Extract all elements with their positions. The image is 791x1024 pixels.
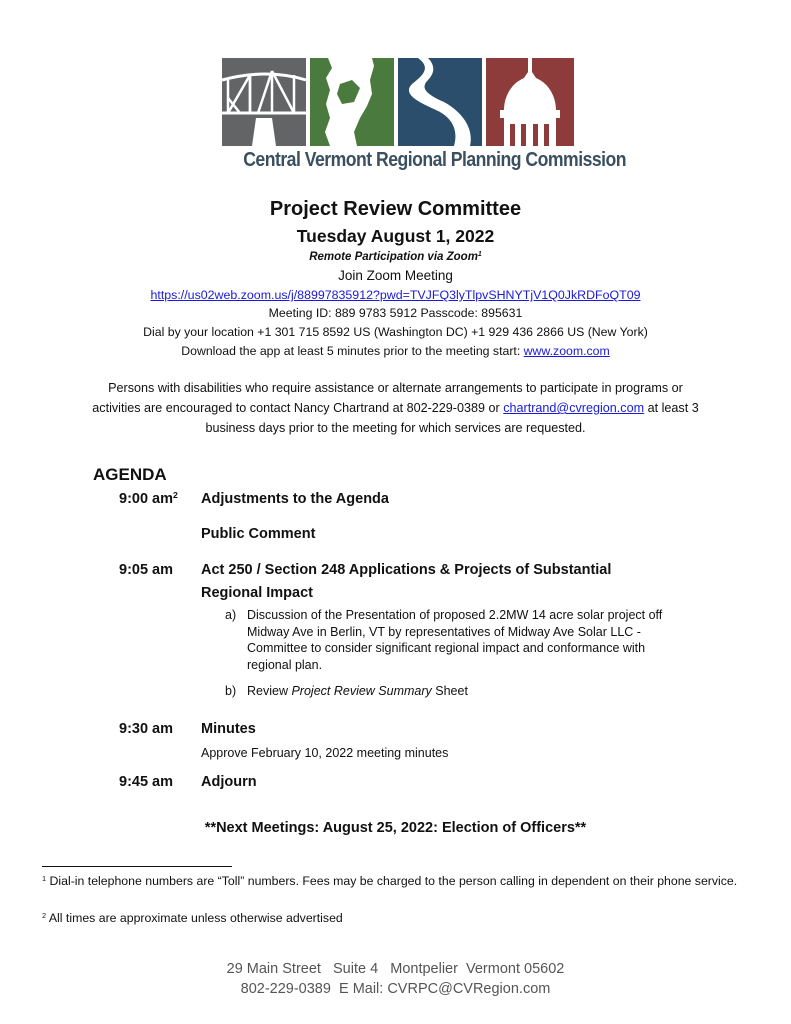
accessibility-notice: [0, 378, 791, 438]
agenda-time: 9:05 am: [119, 562, 174, 578]
cvrpc-logo: [222, 58, 574, 146]
accessibility-text: at least 3: [644, 401, 699, 415]
dial-in-line: Dial by your location +1 301 715 8592 US (Washington DC) +1 929 436 2866 US (New York): [143, 325, 648, 339]
agenda-item-title: Adjourn: [201, 774, 257, 790]
agenda-item-title: Act 250 / Section 248 Applications & Projects of Substantial: [201, 562, 612, 578]
remote-text: Remote Participation via Zoom: [309, 251, 478, 263]
agenda-heading: AGENDA: [93, 465, 167, 484]
footnote-text: All times are approximate unless otherwise advertised: [46, 911, 343, 925]
footnote-2: [42, 910, 742, 928]
subitem-letter: b): [225, 684, 237, 698]
footnote-1: [42, 873, 742, 891]
footer-address: 29 Main Street Suite 4 Montpelier Vermont 05602: [226, 961, 565, 977]
subitem-text: [247, 683, 677, 700]
subitem-text: Discussion of the Presentation of proposed 2.2MW 14 acre solar project off Midway Ave in Berlin, VT by representatives of Midway Ave Solar LLC - Committee to consider significant regional impact and conformance with regional plan.: [247, 608, 663, 672]
agenda-item-title-cont: Regional Impact: [201, 585, 313, 601]
download-text: Download the app at least 5 minutes prior to the meeting start:: [181, 344, 524, 358]
subitem-letter: a): [225, 608, 237, 622]
agenda-item-title: Public Comment: [201, 526, 316, 542]
subitem-text-part: Review: [247, 684, 292, 698]
meeting-id-line: Meeting ID: 889 9783 5912 Passcode: 895631: [268, 306, 523, 320]
river-icon: [398, 58, 482, 146]
meeting-date: Tuesday August 1, 2022: [296, 226, 495, 246]
agenda-item-title: Minutes: [201, 721, 256, 737]
footnote-divider: [42, 866, 232, 867]
remote-participation: [0, 251, 791, 263]
capitol-dome-icon: [486, 58, 574, 146]
footnote-ref[interactable]: 1: [477, 251, 482, 259]
vermont-map-icon: [310, 58, 394, 146]
time-text: 9:00 am: [119, 491, 174, 507]
accessibility-text: activities are encouraged to contact Nancy Chartrand at 802-229-0389 or: [92, 401, 504, 415]
next-meeting-notice: **Next Meetings: August 25, 2022: Election of Officers**: [204, 820, 587, 836]
accessibility-line-1: Persons with disabilities who require assistance or alternate arrangements to participate in programs or: [108, 381, 683, 395]
bridge-icon: [222, 58, 306, 146]
logo-tiles: [222, 58, 574, 146]
subitem-text-part: Sheet: [431, 684, 468, 698]
accessibility-line-2: [0, 398, 791, 418]
download-line: [0, 344, 791, 358]
zoom-link-row: [0, 288, 791, 302]
organization-name: Central Vermont Regional Planning Commission: [243, 148, 627, 171]
agenda-item-title: Adjustments to the Agenda: [201, 491, 389, 507]
footnote-marker: 1: [42, 873, 47, 883]
zoom-meeting-link[interactable]: https://us02web.zoom.us/j/88997835912?pwd=TVJFQ3lyTlpvSHNYTjV1Q0JkRDFoQT09: [150, 288, 641, 302]
footnote-text: Dial-in telephone numbers are “Toll” numbers. Fees may be charged to the person calling in dependent on their phone service.: [46, 874, 738, 888]
accessibility-line-3: business days prior to the meeting for which services are requested.: [205, 421, 586, 435]
join-zoom-label: Join Zoom Meeting: [338, 268, 453, 283]
footnote-ref[interactable]: 2: [173, 490, 178, 501]
footer-contact: 802-229-0389 E Mail: CVRPC@CVRegion.com: [240, 981, 551, 997]
zoom-download-link[interactable]: www.zoom.com: [523, 344, 610, 358]
contact-email-link[interactable]: chartrand@cvregion.com: [503, 401, 645, 415]
agenda-time: 9:30 am: [119, 721, 174, 737]
document-name: Project Review Summary: [291, 684, 432, 698]
page-title: Project Review Committee: [269, 198, 522, 220]
footnote-marker: 2: [42, 910, 47, 920]
agenda-time: [119, 491, 178, 507]
agenda-time: 9:45 am: [119, 774, 174, 790]
agenda-item-detail: Approve February 10, 2022 meeting minutes: [201, 746, 449, 760]
